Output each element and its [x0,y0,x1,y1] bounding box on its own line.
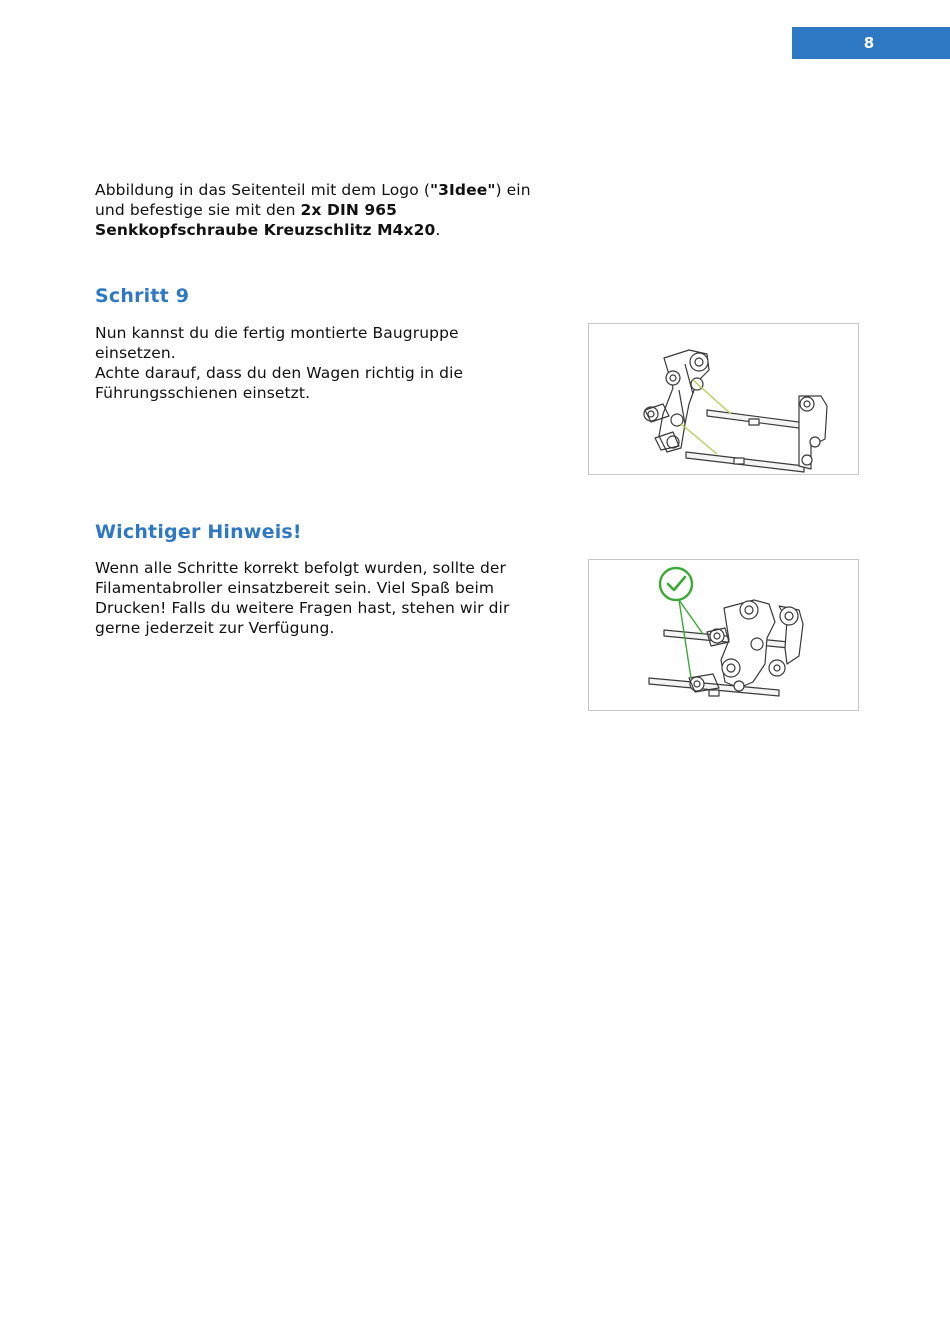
step9-line-3: Achte darauf, dass du den Wagen richtig in die [95,364,464,382]
hint-line-4: gerne jederzeit zur Verfügung. [95,619,335,637]
screw-quantity: 2x DIN 965 [300,201,398,219]
hint-line-2: Filamentabroller einsatzbereit sein. Viel Spaß beim [95,579,495,597]
intro-paragraph [95,180,565,240]
intro-line-3 [95,220,565,240]
intro-end: . [435,221,441,239]
page-number-label: 8 [863,34,875,52]
hint-heading: Wichtiger Hinweis! [95,521,302,543]
assembly-insert-illustration [589,324,858,474]
check-circle-icon [660,568,692,600]
screw-name: Senkkopfschraube Kreuzschlitz M4x20 [95,221,436,239]
step9-line-2: einsetzen. [95,344,176,362]
hint-line-1: Wenn alle Schritte korrekt befolgt wurden, sollte der [95,559,507,577]
assembly-complete-illustration [589,560,858,710]
step9-line-1: Nun kannst du die fertig montierte Baugruppe [95,324,459,342]
step9-paragraph [95,323,565,403]
step9-figure [588,323,859,475]
intro-text-1a: Abbildung in das Seitenteil mit dem Logo ( [95,181,430,199]
intro-text-1b: ) ein [495,181,531,199]
hint-figure [588,559,859,711]
logo-name: "3Idee" [429,181,496,199]
hint-line-3: Drucken! Falls du weitere Fragen hast, stehen wir dir [95,599,510,617]
intro-text-2a: und befestige sie mit den [95,201,301,219]
intro-line-1 [95,180,565,200]
step9-heading: Schritt 9 [95,285,190,307]
hint-paragraph [95,558,565,638]
page-number [792,27,950,59]
step9-line-4: Führungsschienen einsetzt. [95,384,311,402]
intro-line-2 [95,200,565,220]
